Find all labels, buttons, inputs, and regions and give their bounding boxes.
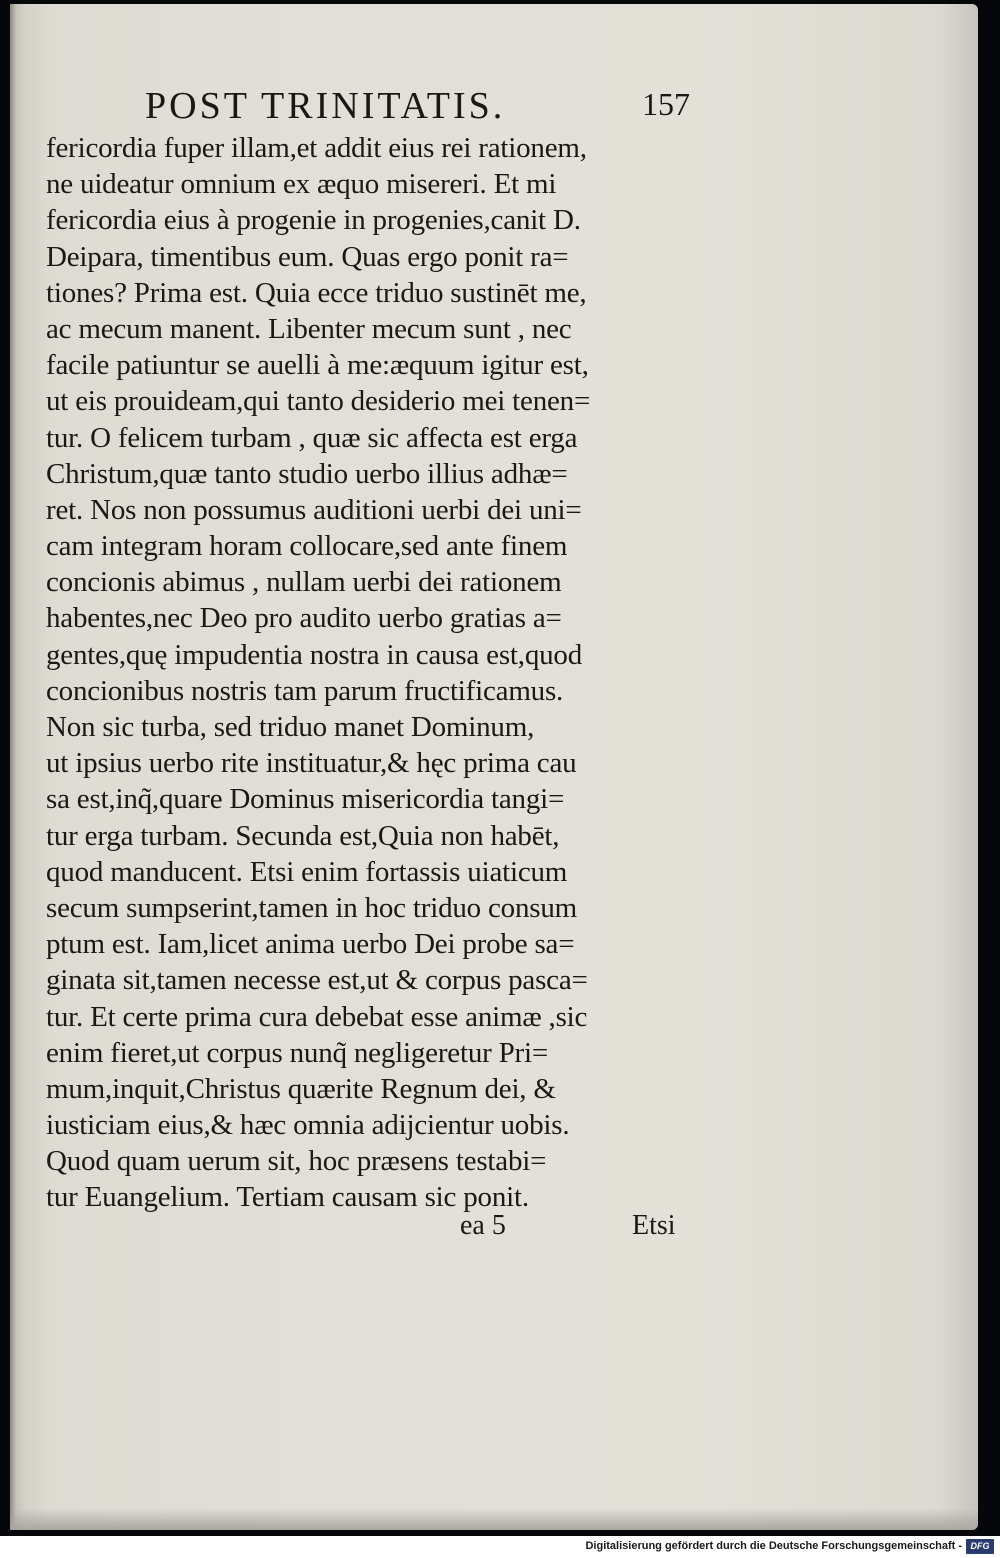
text-line: Christum,quæ tanto studio uerbo illius adhæ= [46,457,568,490]
text-line: tur. Et certe prima cura debebat esse animæ ,sic [46,1000,588,1033]
text-line: ut eis prouideam,qui tanto desiderio mei tenen= [46,385,591,418]
text-line: tiones? Prima est. Quia ecce triduo sustinēt me, [46,276,587,309]
text-line: Deipara, timentibus eum. Quas ergo ponit ra= [46,240,569,273]
text-line: ptum est. Iam,licet anima uerbo Dei probe sa= [46,928,575,961]
text-line: concionis abimus , nullam uerbi dei rationem [46,566,562,599]
catchline [460,1210,700,1246]
text-block [46,130,706,1216]
text-line: ac mecum manent. Libenter mecum sunt , nec [46,312,572,345]
text-line: enim fieret,ut corpus nunq̃ negligeretur Pri= [46,1036,549,1069]
text-line: Non sic turba, sed triduo manet Dominum, [46,711,535,743]
footer-bar [0,1536,1000,1558]
text-line: tur Euangelium. Tertiam causam sic ponit. [46,1181,529,1214]
text-line: iusticiam eius,& hæc omnia adijcientur uobis. [46,1109,570,1142]
signature-mark: ea 5 [460,1210,506,1241]
text-line: Quod quam uerum sit, hoc præsens testabi= [46,1145,547,1178]
dfg-logo: DFG [966,1539,994,1554]
text-line: tur erga turbam. Secunda est,Quia non habēt, [46,819,560,852]
text-line: ginata sit,tamen necesse est,ut & corpus pasca= [46,964,588,997]
text-line: facile patiuntur se auelli à me:æquum igitur est, [46,349,589,382]
text-line: secum sumpserint,tamen in hoc triduo consum [46,891,578,924]
text-line: gentes,quę impudentia nostra in causa est,quod [46,638,583,671]
text-line: fericordia eius à progenie in progenies,canit D. [46,204,581,237]
footer-credit: Digitalisierung gefördert durch die Deutsche Forschungsgemeinschaft - [585,1540,962,1552]
text-line: ret. Nos non possumus auditioni uerbi dei uni= [46,493,582,526]
text-line: sa est,inq̃,quare Dominus misericordia tangi= [46,783,565,816]
page-number: 157 [642,86,690,122]
text-line: quod manducent. Etsi enim fortassis uiaticum [46,855,568,888]
text-line: mum,inquit,Christus quærite Regnum dei, & [46,1072,556,1105]
text-line: tur. O felicem turbam , quæ sic affecta est erga [46,421,578,454]
page-bottom-shadow [10,1508,978,1530]
text-line: habentes,nec Deo pro audito uerbo gratias a= [46,602,562,635]
running-head: POST TRINITATIS. [145,85,506,127]
text-line: cam integram horam collocare,sed ante finem [46,530,568,563]
text-line: ne uideatur omnium ex æquo misereri. Et mi [46,168,557,201]
text-line: fericordia fuper illam,et addit eius rei rationem, [46,132,587,164]
page-gutter-shadow [10,4,16,1530]
catchword: Etsi [632,1210,676,1241]
text-line: ut ipsius uerbo rite instituatur,& hęc prima cau [46,747,577,780]
text-line: concionibus nostris tam parum fructificamus. [46,674,564,707]
